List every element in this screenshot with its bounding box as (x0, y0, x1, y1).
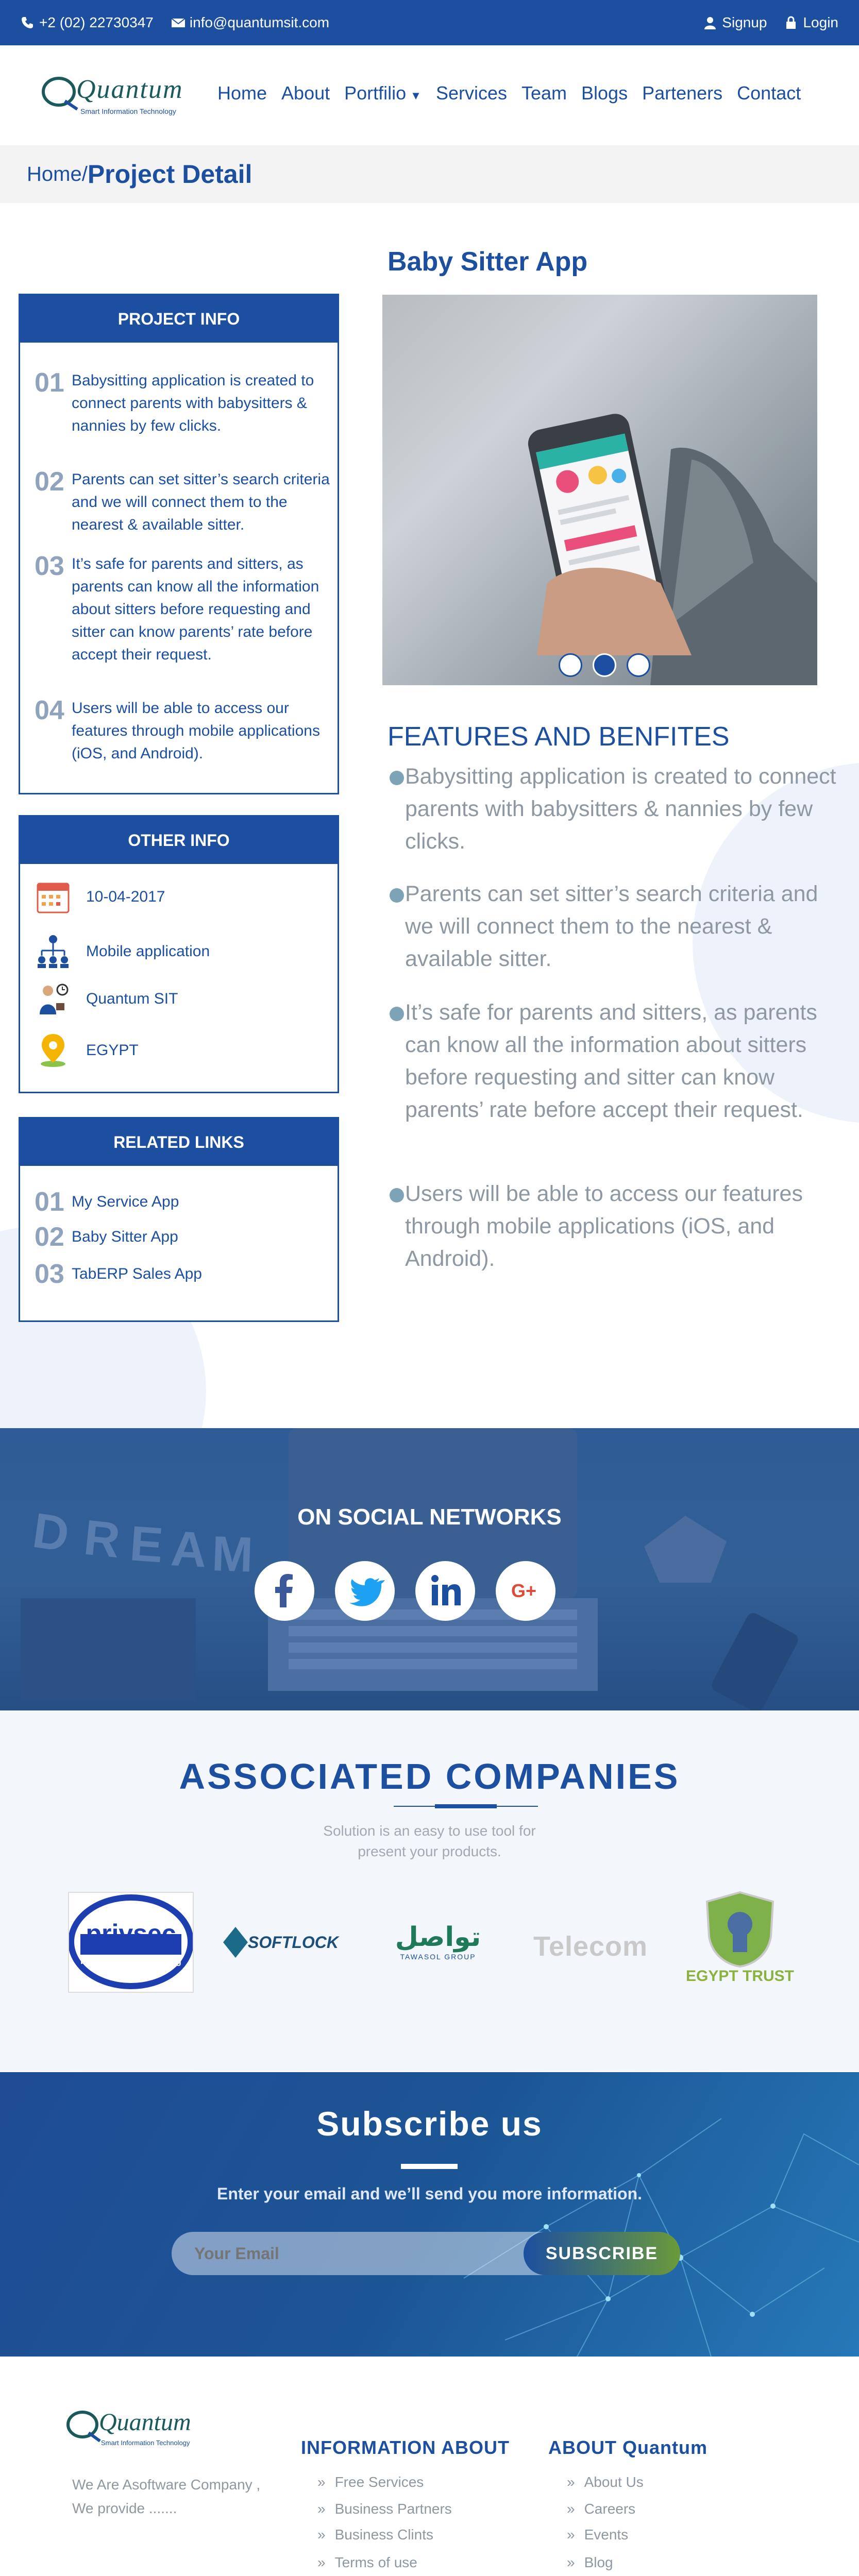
associated-subtitle-line: Solution is an easy to use tool for (323, 1823, 536, 1839)
feature-item: It’s safe for parents and sitters, as parents can know all the information about sitters before requesting and sitter can know parents’ rate before accept their request. (405, 996, 838, 1126)
footer-link-label: Events (584, 2527, 629, 2543)
svg-text:R: R (81, 1510, 123, 1569)
project-category: Mobile application (86, 943, 210, 960)
other-info-client (35, 980, 178, 1018)
footer-logo-brand: Quantum (99, 2409, 191, 2436)
footer-description-line: We Are Asoftware Company , (72, 2477, 261, 2493)
footer (0, 2357, 859, 2576)
phone-number: +2 (02) 22730347 (39, 14, 154, 30)
egypt-trust-shield-icon (704, 1890, 776, 1968)
associated-companies-section (0, 1710, 859, 2071)
footer-description (72, 2473, 260, 2520)
google-plus-button[interactable] (496, 1561, 555, 1621)
related-link[interactable] (35, 1189, 179, 1215)
project-image-slider[interactable] (382, 295, 817, 685)
company-logo-privsec[interactable] (68, 1892, 194, 1993)
linkedin-button[interactable] (415, 1561, 475, 1621)
project-info-item (35, 697, 333, 765)
other-info-box (19, 815, 339, 1093)
footer-link-label: Careers (584, 2501, 636, 2517)
breadcrumb (0, 145, 859, 203)
facebook-button[interactable] (255, 1561, 314, 1621)
related-link-label: Baby Sitter App (72, 1228, 178, 1245)
top-bar (0, 0, 859, 45)
project-client: Quantum SIT (86, 990, 178, 1007)
email-contact[interactable] (171, 14, 329, 31)
footer-description-line: We provide ....... (72, 2500, 177, 2516)
privsec-name: privsec (86, 1919, 176, 1948)
other-info-location (35, 1032, 139, 1069)
footer-link-label: Blog (584, 2554, 613, 2570)
footer-link[interactable] (317, 2554, 417, 2571)
phone-contact[interactable] (21, 14, 154, 31)
user-icon (703, 16, 717, 29)
related-link-label: My Service App (72, 1193, 179, 1210)
title-divider (394, 1803, 538, 1809)
footer-link-label: Business Partners (334, 2501, 452, 2517)
location-pin-icon (35, 1032, 72, 1069)
login-link[interactable] (784, 14, 838, 31)
main-menu (217, 82, 815, 104)
item-number: 01 (35, 368, 64, 398)
google-plus-icon (496, 1561, 555, 1621)
subscribe-text: Enter your email and we’ll send you more information. (216, 2184, 643, 2203)
svg-text:M: M (211, 1526, 254, 1583)
svg-text:E: E (128, 1516, 165, 1573)
nav-team[interactable]: Team (521, 82, 567, 104)
nav-about[interactable]: About (281, 82, 330, 104)
company-logo-telecom[interactable] (534, 1921, 647, 1972)
item-number: 02 (35, 467, 64, 497)
related-link[interactable] (35, 1224, 178, 1250)
item-text: Babysitting application is created to connect parents with babysitters & nannies by few clicks. (72, 372, 314, 434)
double-chevron-right-icon: » (317, 2474, 326, 2490)
calendar-icon (35, 878, 72, 916)
project-date: 10-04-2017 (86, 888, 165, 905)
phone-in-hand-image (382, 295, 817, 685)
privsec-tagline: IT Solutions & Training (80, 1955, 181, 1966)
item-number: 01 (35, 1187, 64, 1217)
quantum-logo[interactable] (40, 70, 184, 122)
project-location: EGYPT (86, 1042, 139, 1059)
main-navbar (0, 45, 859, 143)
subscribe-section (0, 2072, 859, 2357)
other-info-category (35, 933, 210, 970)
item-number: 02 (35, 1222, 64, 1252)
feature-item: Babysitting application is created to connect parents with babysitters & nannies by few clicks. (405, 760, 838, 858)
sitemap-icon (35, 933, 72, 970)
other-info-date (35, 878, 165, 916)
footer-link[interactable] (567, 2527, 628, 2543)
logo-brand: Quantum (76, 75, 183, 104)
footer-link[interactable] (567, 2501, 635, 2517)
related-link-label: TabERP Sales App (72, 1265, 202, 1282)
footer-link[interactable] (317, 2501, 452, 2517)
tawasol-tagline: TAWASOL GROUP (400, 1953, 476, 1961)
linkedin-icon (415, 1561, 475, 1621)
slider-dots (559, 653, 650, 677)
double-chevron-right-icon: » (317, 2527, 326, 2543)
breadcrumb-home[interactable]: Home/ (27, 162, 88, 185)
related-links-box (19, 1117, 339, 1322)
double-chevron-right-icon: » (567, 2501, 575, 2517)
footer-link[interactable] (567, 2474, 644, 2490)
associated-subtitle-line: present your products. (358, 1843, 501, 1859)
social-title: ON SOCIAL NETWORKS (297, 1504, 562, 1530)
project-info-item (35, 468, 333, 536)
tawasol-name: تواصل (395, 1922, 481, 1952)
footer-link-label: Terms of use (334, 2554, 417, 2570)
related-links-heading: RELATED LINKS (20, 1118, 338, 1166)
feature-item: Users will be able to access our features through mobile applications (iOS, and Android). (405, 1178, 838, 1275)
egypt-trust-name: EGYPT TRUST (685, 1968, 794, 1985)
logo-tagline: Smart Information Technology (80, 107, 176, 115)
project-title: Baby Sitter App (388, 247, 588, 277)
twitter-icon (335, 1561, 395, 1621)
lock-icon (784, 16, 798, 29)
other-info-heading: OTHER INFO (20, 817, 338, 864)
twitter-button[interactable] (335, 1561, 395, 1621)
project-info-item (35, 553, 333, 666)
slider-dot-active[interactable] (593, 653, 616, 677)
telecom-name: Telecom (533, 1931, 648, 1962)
footer-link-label: Business Clints (334, 2527, 433, 2543)
svg-text:D: D (29, 1502, 73, 1563)
footer-link-label: About Us (584, 2474, 644, 2490)
footer-info-heading: INFORMATION ABOUT (301, 2437, 510, 2458)
caret-down-icon: ▼ (410, 89, 422, 102)
slider-dot[interactable] (627, 653, 650, 677)
nav-blogs[interactable]: Blogs (581, 82, 628, 104)
project-info-box (19, 294, 339, 794)
feature-item: Parents can set sitter’s search criteria and we will connect them to the nearest & available sitter. (405, 878, 838, 975)
project-info-item (35, 369, 333, 437)
project-info-heading: PROJECT INFO (20, 295, 338, 343)
softlock-name: SOFTLOCK (248, 1933, 339, 1952)
breadcrumb-current: Project Detail (87, 160, 252, 189)
nav-home[interactable]: Home (217, 82, 267, 104)
footer-link[interactable] (317, 2474, 424, 2490)
nav-portfolio[interactable] (344, 82, 422, 104)
associated-title: ASSOCIATED COMPANIES (179, 1756, 680, 1797)
nav-portfolio-label: Portfilio (344, 82, 407, 104)
subscribe-email-input[interactable] (172, 2232, 563, 2275)
footer-link-label: Free Services (334, 2474, 424, 2490)
footer-link[interactable] (317, 2527, 433, 2543)
company-logo-softlock[interactable] (222, 1917, 340, 1968)
email-address: info@quantumsit.com (189, 14, 330, 30)
login-label: Login (803, 14, 838, 30)
double-chevron-right-icon: » (567, 2554, 575, 2570)
item-text: Parents can set sitter’s search criteria and we will connect them to the nearest & available sitter. (72, 471, 330, 533)
subscribe-button[interactable]: SUBSCRIBE (524, 2232, 680, 2275)
item-number: 03 (35, 551, 64, 581)
signup-label: Signup (722, 14, 767, 30)
double-chevron-right-icon: » (317, 2554, 326, 2570)
double-chevron-right-icon: » (567, 2474, 575, 2490)
facebook-icon (255, 1561, 314, 1621)
nav-contact[interactable]: Contact (737, 82, 801, 104)
phone-icon (21, 16, 34, 29)
company-logo-egypt-trust[interactable] (683, 1884, 797, 1992)
item-text: Users will be able to access our features through mobile applications (iOS, and Android). (72, 700, 320, 762)
subscribe-divider (401, 2164, 458, 2169)
footer-about-heading: ABOUT Quantum (548, 2437, 708, 2458)
svg-text:G+: G+ (511, 1580, 537, 1601)
item-text: It’s safe for parents and sitters, as parents can know all the information about sitters before requesting and sitter can know parents’ rate before accept their request. (72, 555, 319, 663)
company-logo-tawasol[interactable] (392, 1910, 484, 1972)
item-number: 03 (35, 1259, 64, 1289)
svg-text:A: A (169, 1521, 208, 1578)
envelope-icon (171, 16, 184, 29)
signup-link[interactable] (703, 14, 767, 31)
footer-link[interactable] (567, 2554, 613, 2571)
item-number: 04 (35, 696, 64, 725)
associated-subtitle (0, 1821, 859, 1862)
footer-logo[interactable] (65, 2404, 204, 2455)
social-networks-section (0, 1428, 859, 1710)
related-link[interactable] (35, 1261, 202, 1287)
footer-logo-tagline: Smart Information Technology (101, 2439, 190, 2447)
slider-dot[interactable] (559, 653, 582, 677)
double-chevron-right-icon: » (567, 2527, 575, 2543)
softlock-logo-icon (223, 1927, 248, 1958)
nav-services[interactable]: Services (435, 82, 507, 104)
features-heading: FEATURES AND BENFITES (388, 722, 730, 752)
nav-partners[interactable]: Parteners (642, 82, 723, 104)
client-icon (35, 980, 72, 1018)
double-chevron-right-icon: » (317, 2501, 326, 2517)
subscribe-title: Subscribe us (316, 2105, 543, 2143)
